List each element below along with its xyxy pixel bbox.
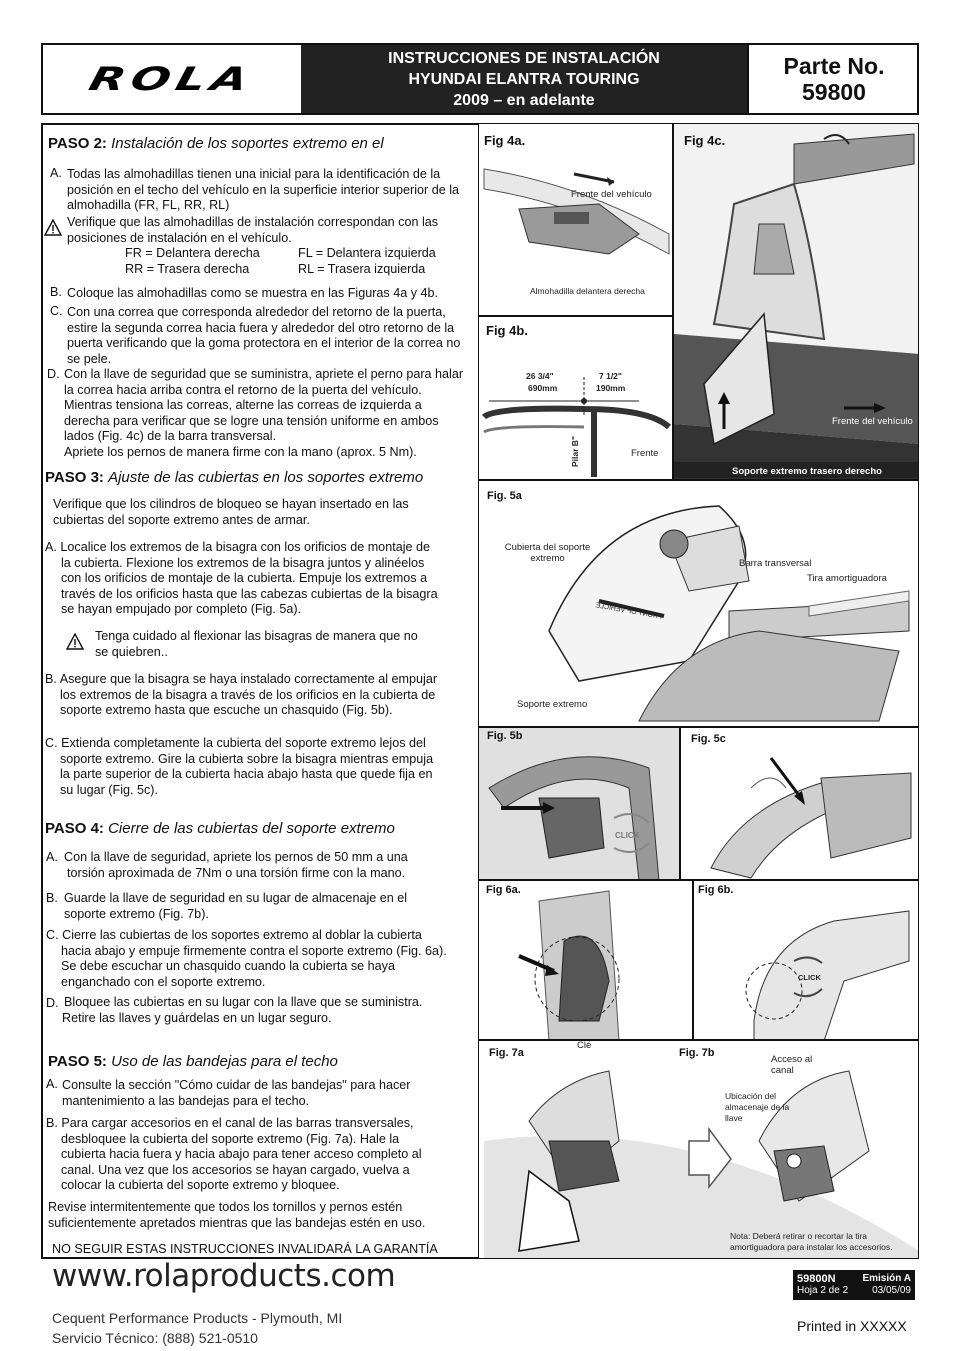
paso3-intro: Verifique que los cilindros de bloqueo se hayan insertado en las cubiertas del soporte extremo antes de armar. xyxy=(53,497,409,527)
paso5-a-marker: A. xyxy=(46,1077,58,1091)
paso4-b-marker: B. xyxy=(46,891,58,905)
fig5b-click: CLICK xyxy=(615,831,640,840)
figure-6a xyxy=(478,880,693,1040)
paso4-d-marker: D. xyxy=(46,996,59,1010)
fig5a-strip-label: Tira amortiguadora xyxy=(807,573,887,584)
paso4-d-text: Bloquee las cubiertas en su lugar con la llave que se suministra. Retire las llaves y guárdelas en un lugar seguro. xyxy=(62,995,423,1025)
fig4c-front-label: Frente del vehículo xyxy=(832,416,913,427)
paso4-c-text: C. Cierre las cubiertas de los soportes extremo al doblar la cubierta hacia abajo y empuje firmemente contra el soporte extremo (Fig. 6a). Se debe escuchar un chasquido cuando la cubierta se haya enganchado con el soporte extremo. xyxy=(46,928,447,989)
paso2-warning-text: Verifique que las almohadillas de instalación correspondan con las posiciones de instalación en el vehículo. xyxy=(67,215,439,245)
paso2-b-marker: B. xyxy=(50,285,62,299)
figure-6b xyxy=(693,880,919,1040)
fig4b-dim1: 26 3/4" xyxy=(526,371,554,381)
fig4b-label: Fig 4b. xyxy=(486,323,528,338)
fig4b-dim2mm: 190mm xyxy=(596,383,626,393)
warning-icon xyxy=(44,219,62,236)
fig7a-label: Fig. 7a xyxy=(489,1047,524,1059)
fig5c-label: Fig. 5c xyxy=(691,733,726,745)
rola-logo xyxy=(43,45,301,113)
code-rl: RL = Trasera izquierda xyxy=(298,262,426,276)
code-fl: FL = Delantera izquierda xyxy=(298,246,436,260)
printed-in: Printed in XXXXX xyxy=(797,1318,907,1334)
fig4a-front-label: Frente del vehículo xyxy=(571,189,652,200)
fig7b-note: Nota: Deberá retirar o recortar la tira amortiguadora para instalar los accesorios. xyxy=(730,1231,893,1252)
fig4b-front: Frente xyxy=(631,448,659,459)
fig5b-illustration xyxy=(479,728,680,880)
fig5b-label: Fig. 5b xyxy=(487,730,523,742)
paso2-c-marker: C. xyxy=(50,304,63,318)
fig6a-illustration xyxy=(479,881,693,1040)
fig7b-access-label: Acceso al canal xyxy=(771,1054,813,1076)
document-stamp: 59800N Emisión A Hoja 2 de 2 03/05/09 xyxy=(793,1270,915,1300)
fig4c-caption: Soporte extremo trasero derecho xyxy=(732,466,882,477)
paso3-a-text: A. Localice los extremos de la bisagra con los orificios de montaje de la cubierta. Flexione los extremos de la bisagra juntos y alinéelos con los orificios de montaje de la cubierta. Empuje los extremos a través de los orificios hasta que las cabezas cubiertas de la bisagra se hayan empujado por completo (Fig. 5a). xyxy=(45,540,438,617)
paso2-a-marker: A. xyxy=(50,166,62,180)
figure-5b xyxy=(478,727,680,880)
paso5-heading: PASO 5: Uso de las bandejas para el techo xyxy=(48,1053,338,1070)
fig5a-foot-label: Soporte extremo xyxy=(517,699,588,710)
fig5a-label: Fig. 5a xyxy=(487,490,522,502)
fig7-illustration xyxy=(479,1041,919,1259)
company-info: Cequent Performance Products - Plymouth, MI Servicio Técnico: (888) 521-0510 xyxy=(52,1310,343,1346)
paso5-b-text: B. Para cargar accesorios en el canal de las barras transversales, desbloquee la cubierta del soporte extremo (Fig. 7a). Hale la cubierta hacia fuera y hacia abajo para tener acceso completo al canal. Una vez que los accesorios se hayan cargado, vuelva a colocar la cubierta del soporte extremo y bloquee. xyxy=(46,1116,422,1193)
fig6b-click: CLICK xyxy=(798,973,821,982)
figure-7 xyxy=(478,1040,919,1259)
fig5c-illustration xyxy=(681,728,919,880)
paso5-a-text: Consulte la sección "Cómo cuidar de las bandejas" para hacer mantenimiento a las bandejas para el techo. xyxy=(62,1078,411,1108)
fig5a-arrow-text: FRONT OF VEHICLE xyxy=(594,602,663,621)
paso5-note: Revise intermitentemente que todos los tornillos y pernos estén suficientemente apretados mientras que las bandejas estén en uso. xyxy=(48,1200,426,1230)
figure-5a xyxy=(478,480,919,727)
fig4b-dim2: 7 1/2" xyxy=(599,371,622,381)
fig7b-storage-label: Ubicación del almacenaje de la llave xyxy=(725,1091,790,1123)
warranty-notice: NO SEGUIR ESTAS INSTRUCCIONES INVALIDARÁ LA GARANTÍA xyxy=(52,1242,438,1256)
fig6b-label: Fig 6b. xyxy=(698,884,734,896)
paso4-b-text: Guarde la llave de seguridad en su lugar de almacenaje en el soporte extremo (Fig. 7b). xyxy=(64,891,408,921)
fig6a-label: Fig 6a. xyxy=(486,884,521,896)
paso4-heading: PASO 4: Cierre de las cubiertas del soporte extremo xyxy=(45,820,395,837)
paso2-d-marker: D. xyxy=(47,367,60,381)
part-number: 59800 xyxy=(802,79,866,105)
website-link[interactable]: www.rolaproducts.com xyxy=(52,1258,396,1294)
fig7b-label: Fig. 7b xyxy=(679,1047,715,1059)
fig5a-cover-label: Cubierta del soporte extremo xyxy=(504,542,591,564)
fig4b-dim1mm: 690mm xyxy=(528,383,558,393)
fig6b-illustration xyxy=(694,881,919,1040)
part-label: Parte No. xyxy=(783,53,885,79)
paso2-d-text: Con la llave de seguridad que se suministra, apriete el perno para halar la correa hacia arriba contra el retorno de la puerta del vehículo. Mientras tensiona las correas, alterne las correas de izquierda a derecha para verificar que se logre una tensión uniforme en ambos lados (Fig. 4c) de la barra transversal. Apriete los pernos de manera firme con la mano (aprox. 5 Nm). xyxy=(64,367,464,459)
paso4-a-marker: A. xyxy=(46,850,58,864)
fig4a-label: Fig 4a. xyxy=(484,133,526,148)
fig5a-illustration xyxy=(479,481,919,727)
paso2-a-text: Todas las almohadillas tienen una inicial para la identificación de la posición en el techo del vehículo en la superficie interior superior de la almohadilla (FR, FL, RR, RL) xyxy=(67,167,460,213)
paso2-b-text: Coloque las almohadillas como se muestra en las Figuras 4a y 4b. xyxy=(67,286,439,300)
header xyxy=(41,43,919,115)
title-line-3: 2009 – en adelante xyxy=(453,92,595,109)
fig4b-pillar: Pilar B" xyxy=(569,436,580,467)
paso2-heading: PASO 2: Instalación de los soportes extremo en el xyxy=(48,135,384,152)
paso2-c-text: Con una correa que corresponda alrededor del retorno de la puerta, estire la segunda correa hacia fuera y alrededor del otro retorno de la puerta verificando que la goma protectora en el interior de la correa no se pele. xyxy=(67,305,461,366)
paso4-a-text: Con la llave de seguridad, apriete los pernos de 50 mm a una torsión aproximada de 7Nm o una torsión firme con la mano. xyxy=(64,850,408,880)
paso3-warning-text: Tenga cuidado al flexionar las bisagras de manera que no se quiebren.. xyxy=(95,629,418,659)
title-block xyxy=(301,45,747,113)
paso3-heading: PASO 3: Ajuste de las cubiertas en los soportes extremo xyxy=(45,469,424,486)
fig4c-label: Fig 4c. xyxy=(684,133,726,148)
fig7a-key-label: Clé xyxy=(577,1040,592,1051)
fig4a-pad-label: Almohadilla delantera derecha xyxy=(530,286,645,296)
fig5a-bar-label: Barra transversal xyxy=(739,558,812,569)
paso3-c-text: C. Extienda completamente la cubierta del soporte extremo lejos del soporte extremo. Gire la cubierta sobre la bisagra mientras empuja la parte superior de la cubierta hacia abajo hasta que quede fija en su lugar (Fig. 5c). xyxy=(45,736,434,797)
paso3-b-text: B. Asegure que la bisagra se haya instalado correctamente al empujar los extremos de la bisagra a través de los orificios en la cubierta de soporte extremo hasta que escuche un chasquido (Fig. 5b). xyxy=(45,672,438,718)
title-line-1: INSTRUCCIONES DE INSTALACIÓN xyxy=(388,50,660,67)
logo-text: ROLA xyxy=(85,60,259,98)
warning-icon xyxy=(66,633,84,650)
title-line-2: HYUNDAI ELANTRA TOURING xyxy=(408,71,640,88)
code-fr: FR = Delantera derecha xyxy=(125,246,260,260)
code-rr: RR = Trasera derecha xyxy=(125,262,250,276)
part-number-block xyxy=(747,45,919,113)
figure-5c xyxy=(680,727,919,880)
